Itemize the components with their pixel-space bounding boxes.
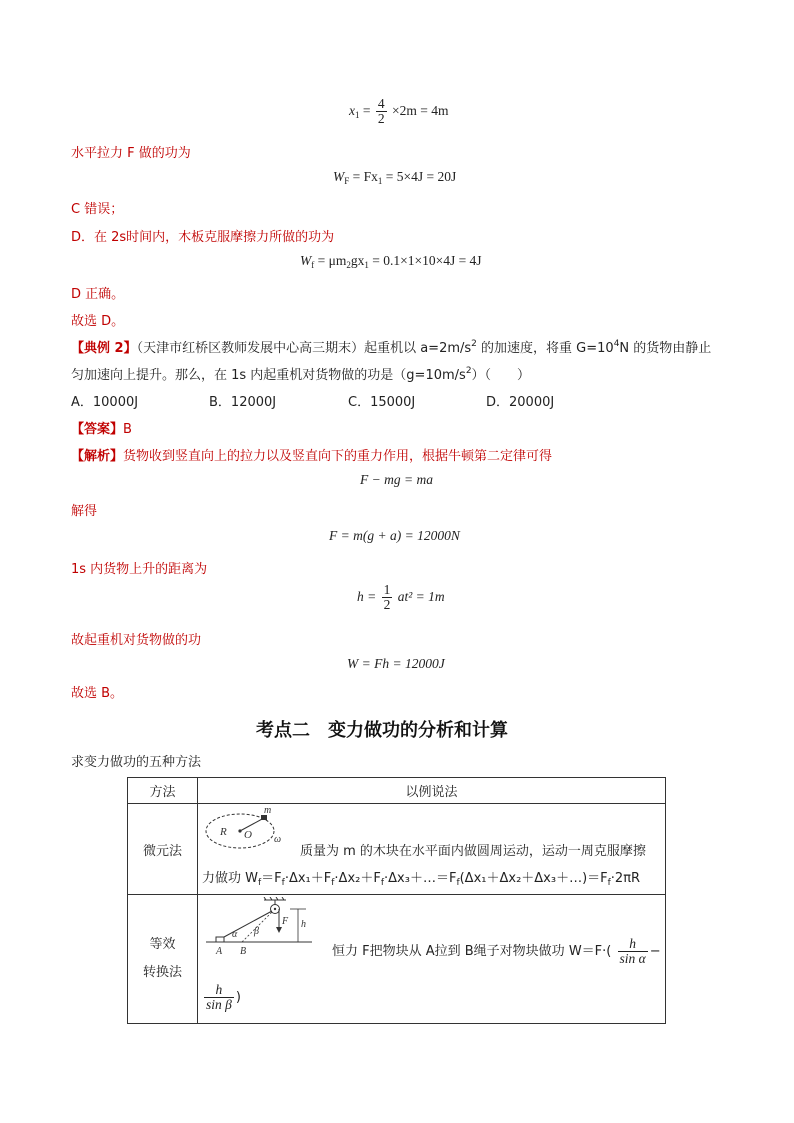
label-f: F: [282, 916, 289, 927]
eq-mid: gx: [350, 253, 365, 268]
option-b: B．12000J: [209, 395, 277, 410]
fraction: [204, 983, 234, 1012]
eq-mid: = Fx: [349, 169, 378, 184]
fraction-numerator: 1: [383, 582, 391, 597]
pulley-diagram: [202, 897, 318, 959]
sup: 2: [465, 366, 472, 376]
fraction-numerator: h: [618, 937, 648, 952]
text: ＝F: [261, 871, 282, 886]
text-solve: 解得: [71, 504, 98, 519]
text-wf-intro: 水平拉力 F 做的功为: [71, 146, 191, 161]
text-work-intro: 故起重机对货物做的功: [71, 633, 202, 648]
eq-sub: 1: [364, 260, 369, 270]
label-o: O: [244, 829, 252, 841]
sup: 4: [613, 339, 620, 349]
label-alpha: α: [232, 929, 238, 940]
equation-force: F = m(g + a) = 12000N: [329, 528, 460, 543]
eq-rest: ×2m = 4m: [392, 102, 449, 118]
method-example-line1: [332, 937, 661, 966]
text: ·Δx₁＋F: [284, 871, 332, 886]
example-text: ）（ ）: [471, 368, 531, 383]
sub: f: [380, 878, 385, 888]
eq-rest: at² = 1m: [397, 588, 445, 604]
method-name-line: 等效: [149, 937, 176, 952]
answer-line: [71, 418, 132, 437]
analysis-text: 货物收到竖直向上的拉力以及竖直向下的重力作用，根据牛顿第二定律可得: [123, 449, 553, 464]
circular-motion-diagram: [202, 806, 292, 854]
methods-table: [127, 777, 666, 1024]
fraction-denominator: sin β: [206, 997, 232, 1013]
table-header-row: [128, 778, 666, 804]
text: (Δx₁＋Δx₂＋Δx₃＋…)＝F: [459, 871, 608, 886]
eq-sub: 1: [355, 109, 360, 120]
answer-value: B: [123, 422, 132, 437]
fraction-denominator: 2: [377, 111, 385, 127]
text: ·2πR: [610, 871, 641, 886]
text: 力做功 W: [202, 871, 258, 886]
example-tag: 【典例 2】: [71, 341, 137, 356]
eq-mid: = μm: [314, 253, 347, 268]
example2-line2: [71, 364, 530, 383]
text-choose-d: 故选 D。: [71, 314, 125, 329]
text: ·Δx₃＋…＝F: [384, 871, 457, 886]
method-example-line2: [202, 983, 241, 1012]
fraction-denominator: sin α: [619, 951, 646, 967]
method-example: [198, 895, 666, 1024]
analysis-tag: 【解析】: [71, 449, 124, 464]
section-heading: 考点二 变力做功的分析和计算: [256, 720, 508, 741]
label-b: B: [240, 946, 247, 957]
fraction: [618, 937, 648, 966]
sub: f: [331, 878, 335, 888]
fraction: [382, 583, 393, 612]
label-m: m: [264, 806, 272, 816]
example-text: （天津市红桥区教师发展中心高三期末）起重机以 a=2m/s: [136, 341, 472, 356]
eq-rest: = 0.1×1×10×4J = 4J: [368, 253, 482, 268]
fraction: [376, 97, 387, 126]
equation-wfr: [300, 253, 482, 270]
minus: −: [649, 944, 661, 960]
text-d-correct: D 正确。: [71, 287, 125, 302]
option-a: A．10000J: [71, 395, 139, 410]
method-example-line2: [202, 867, 640, 888]
equation-x1: $x_1$ = $\frac{4}{2}$ ×2m = 4m: [349, 96, 449, 127]
text-d-intro: D．在 2s时间内，木板克服摩擦力所做的功为: [71, 230, 335, 245]
table-header: 以例说法: [198, 778, 666, 804]
eq-sub: 2: [346, 260, 351, 270]
table-header: 方法: [128, 778, 198, 804]
close-paren: ): [235, 990, 241, 1006]
fraction-numerator: 4: [377, 96, 385, 111]
table-row: [128, 804, 666, 895]
example-text: 匀加速向上提升。那么，在 1s 内起重机对货物做的功是（g=10m/s: [71, 368, 466, 383]
sub: f: [607, 878, 611, 888]
text-c-wrong: C 错误；: [71, 202, 124, 217]
method-name-line: 转换法: [142, 965, 182, 980]
analysis-line: [71, 445, 552, 464]
methods-intro: 求变力做功的五种方法: [71, 755, 202, 770]
equation-h: [357, 583, 445, 612]
sub: f: [258, 878, 262, 888]
eq-sub: f: [311, 260, 315, 270]
eq-rest: = 5×4J = 20J: [382, 169, 457, 184]
method-example: [198, 804, 666, 895]
option-c: C．15000J: [348, 395, 416, 410]
text: ·Δx₂＋F: [334, 871, 381, 886]
method-name: 微元法: [128, 804, 198, 895]
text-choose-b: 故选 B。: [71, 686, 124, 701]
equation-newton: F − mg = ma: [360, 472, 433, 487]
text-distance-intro: 1s 内货物上升的距离为: [71, 562, 208, 577]
fraction-denominator: 2: [383, 597, 391, 613]
method-example-line1: 质量为 m 的木块在水平面内做圆周运动，运动一周克服摩擦: [300, 844, 646, 859]
eq-var: W: [333, 169, 345, 184]
example-text: N 的货物由静止: [619, 341, 712, 356]
label-a: A: [216, 946, 223, 957]
eq-sub: F: [344, 176, 350, 186]
fraction-numerator: h: [204, 983, 234, 998]
label-omega: ω: [274, 834, 282, 845]
equation-work: W = Fh = 12000J: [347, 656, 445, 671]
label-r: R: [220, 826, 227, 838]
example2-line1: [71, 337, 711, 356]
label-h: h: [301, 919, 306, 930]
sup: 2: [471, 339, 477, 349]
method-name: [128, 895, 198, 1024]
eq-var: W: [300, 253, 312, 268]
sub: f: [456, 878, 460, 888]
equation-wf: [333, 169, 456, 186]
sub: f: [281, 878, 285, 888]
table-row: [128, 895, 666, 1024]
example-text: 的加速度，将重 G=10: [476, 341, 614, 356]
text: 恒力 F把物块从 A拉到 B绳子对物块做功 W＝F·(: [332, 944, 612, 960]
eq-var: x: [349, 102, 355, 118]
answer-tag: 【答案】: [71, 422, 124, 437]
eq-sub: 1: [377, 176, 383, 186]
option-d: D．20000J: [486, 395, 555, 410]
label-beta: β: [254, 926, 259, 937]
eq-var: h =: [357, 588, 380, 604]
